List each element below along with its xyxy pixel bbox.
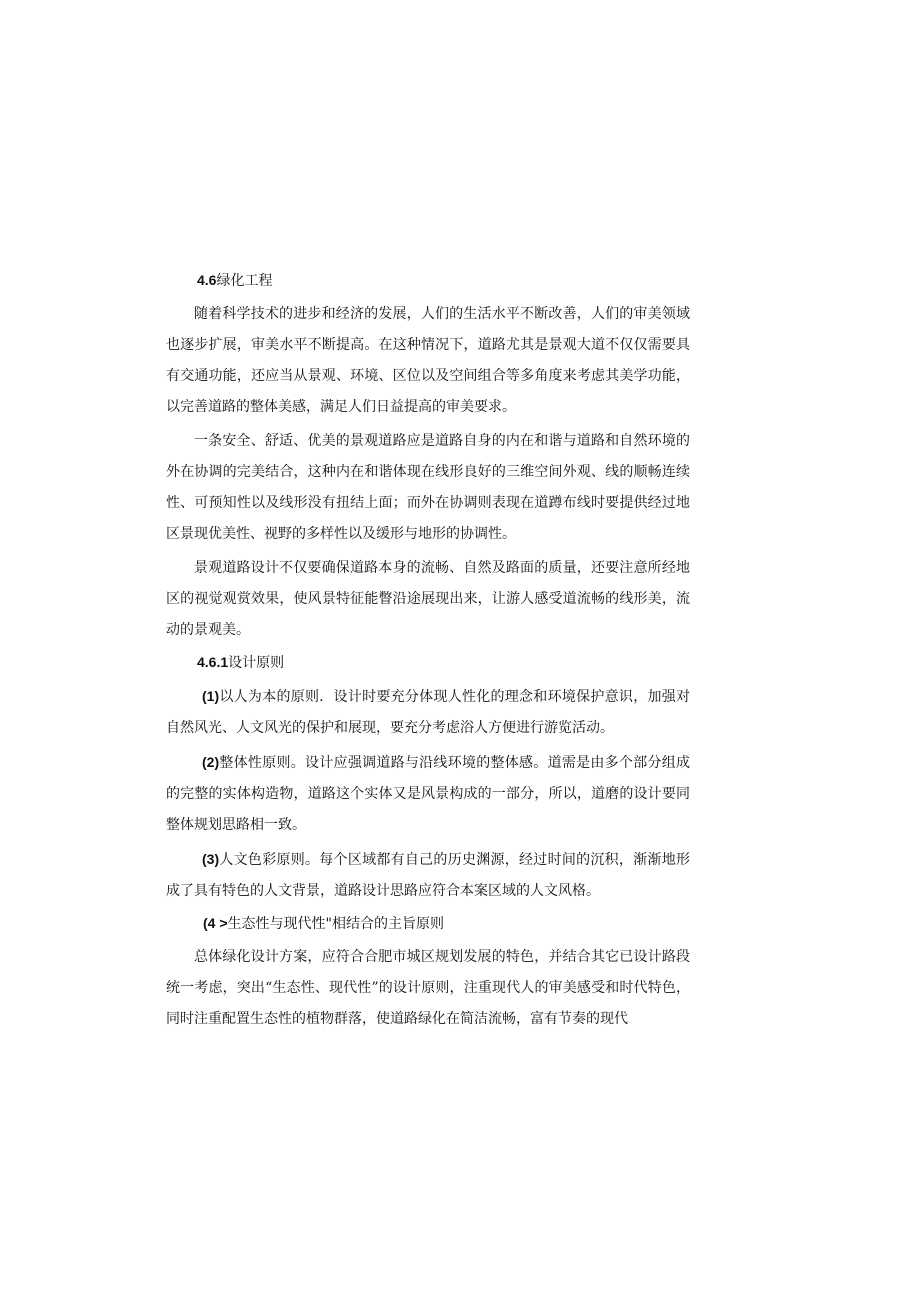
subsection-title: 设计原则 xyxy=(228,655,285,671)
principle-text: 整体性原则。设计应强调道路与沿线环境的整体感。道需是由多个部分组成的完整的实体构造物，道路这个实体又是风景构成的一部分，所以，道磨的设计要同整体规划思路相一致。 xyxy=(166,755,690,833)
document-page xyxy=(166,267,690,1038)
body-paragraph: 总体绿化设计方案，应符合合肥市城区规划发展的特色，并结合其它已设计路段统一考虑，突出“生态性、现代性”的设计原则，注重现代人的审美感受和时代特色，同时注重配置生态性的植物群落，使道路绿化在简洁流畅，富有节奏的现代 xyxy=(166,949,690,1027)
principle-heading xyxy=(203,910,690,937)
body-paragraph: 随着科学技术的进步和经济的发展，人们的生活水平不断改善，人们的审美领域也逐步扩展，审美水平不断提高。在这种情况下，道路尤其是景观大道不仅仅需要具有交通功能，还应当从景观、环境、区位以及空间组合等多角度来考虑其美学功能，以完善道路的整体美感，满足人们日益提高的审美要求。 xyxy=(166,306,690,415)
principle-marker: (2) xyxy=(202,754,220,770)
principle-item xyxy=(166,681,690,744)
principle-marker: (3) xyxy=(202,851,220,867)
section-number: 4.6 xyxy=(197,272,217,288)
principle-marker: (4 > xyxy=(203,915,228,931)
body-paragraph: 一条安全、舒适、优美的景观道路应是道路自身的内在和谐与道路和自然环境的外在协调的完美结合，这种内在和谐体现在线形良好的三维空间外观、线的顺畅连续性、可预知性以及线形没有扭结上面；而外在协调则表现在道蹲布线时要提供经过地区景现优美性、视野的多样性以及缓形与地形的协调性。 xyxy=(166,433,690,542)
body-paragraph: 景观道路设计不仅要确保道路本身的流畅、自然及路面的质量，还要注意所经地区的视觉观赏效果，使风景特征能瞥沿途展现出来，让游人感受道流畅的线形美，流动的景观美。 xyxy=(166,560,690,638)
principle-heading-text: 生态性与现代性"相结合的主旨原则 xyxy=(227,916,444,932)
principle-item xyxy=(166,844,690,907)
principle-text: 人文色彩原则。每个区域都有自己的历史渊源，经过时间的沉积，渐渐地形成了具有特色的人文背景，道路设计思路应符合本案区域的人文风格。 xyxy=(166,852,690,899)
principle-marker: (1) xyxy=(202,688,220,704)
subsection-heading xyxy=(197,649,690,676)
section-title: 绿化工程 xyxy=(216,273,273,289)
section-heading xyxy=(197,267,690,294)
principle-item xyxy=(166,747,690,841)
subsection-number: 4.6.1 xyxy=(197,654,229,670)
principle-text: 以人为本的原则．设计时要充分体现人性化的理念和环境保护意识，加强对自然风光、人文风光的保护和展现，要充分考虑浴人方便进行游览活动。 xyxy=(166,689,690,736)
